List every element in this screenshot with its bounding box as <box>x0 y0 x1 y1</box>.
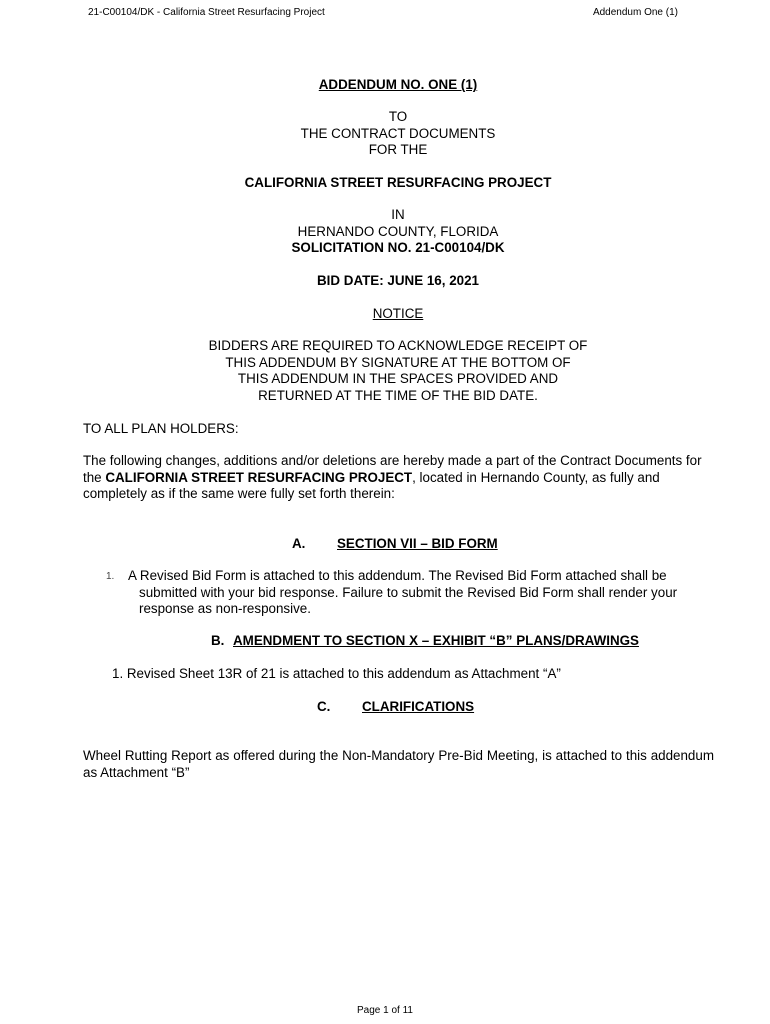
notice-heading: NOTICE <box>372 306 424 321</box>
notice-line-3: THIS ADDENDUM IN THE SPACES PROVIDED AND <box>237 371 559 386</box>
notice-line-1: BIDDERS ARE REQUIRED TO ACKNOWLEDGE RECEIPT OF <box>208 338 588 353</box>
page-header-right: Addendum One (1) <box>592 7 678 18</box>
section-a-item-line-3: response as non-responsive. <box>139 601 311 616</box>
section-c-heading <box>317 699 474 714</box>
section-c-title: CLARIFICATIONS <box>362 699 475 714</box>
page-header-left: 21-C00104/DK - California Street Resurfacing Project <box>88 7 325 18</box>
section-b-label: B. <box>211 633 225 648</box>
section-a-item-number: 1. <box>106 571 115 582</box>
county-line: HERNANDO COUNTY, FLORIDA <box>297 224 499 239</box>
section-a-label: A. <box>292 536 306 551</box>
section-b-title: AMENDMENT TO SECTION X – EXHIBIT “B” PLANS/DRAWINGS <box>233 633 639 648</box>
intro-paragraph <box>83 453 715 503</box>
title-in: IN <box>391 207 405 222</box>
section-a-item-line-1: A Revised Bid Form is attached to this addendum. The Revised Bid Form attached shall be <box>128 568 667 583</box>
title-to: TO <box>388 109 408 124</box>
title-contract-docs: THE CONTRACT DOCUMENTS <box>300 126 496 141</box>
section-c-text: Wheel Rutting Report as offered during the Non-Mandatory Pre-Bid Meeting, is attached to this addendum as Attachment “B” <box>83 748 714 780</box>
intro-text-2: , located in Hernando County, as fully and completely as if the same were fully set forth therein: <box>83 469 660 501</box>
intro-project-bold: CALIFORNIA STREET RESURFACING PROJECT <box>105 469 413 485</box>
section-a-heading <box>292 536 498 551</box>
section-b-item: 1. Revised Sheet 13R of 21 is attached to this addendum as Attachment “A” <box>112 666 561 681</box>
section-b-heading <box>211 633 639 648</box>
section-c-label: C. <box>317 699 331 714</box>
page-number: Page 1 of 11 <box>357 1005 413 1016</box>
solicitation-number: SOLICITATION NO. 21-C00104/DK <box>291 240 505 255</box>
bid-date: BID DATE: JUNE 16, 2021 <box>317 273 479 288</box>
section-a-item <box>106 568 718 618</box>
section-a-item-line-2: submitted with your bid response. Failure to submit the Revised Bid Form shall render your <box>139 584 678 600</box>
notice-line-2: THIS ADDENDUM BY SIGNATURE AT THE BOTTOM OF <box>225 355 571 370</box>
project-name: CALIFORNIA STREET RESURFACING PROJECT <box>244 175 552 190</box>
intro-text-1: The following changes, additions and/or deletions are hereby made a part of the Contract Documents for the <box>83 453 702 485</box>
notice-line-4: RETURNED AT THE TIME OF THE BID DATE. <box>258 388 538 403</box>
section-a-title: SECTION VII – BID FORM <box>337 536 498 551</box>
title-for-the: FOR THE <box>368 142 428 157</box>
salutation: TO ALL PLAN HOLDERS: <box>83 421 239 436</box>
addendum-title: ADDENDUM NO. ONE (1) <box>318 77 478 92</box>
